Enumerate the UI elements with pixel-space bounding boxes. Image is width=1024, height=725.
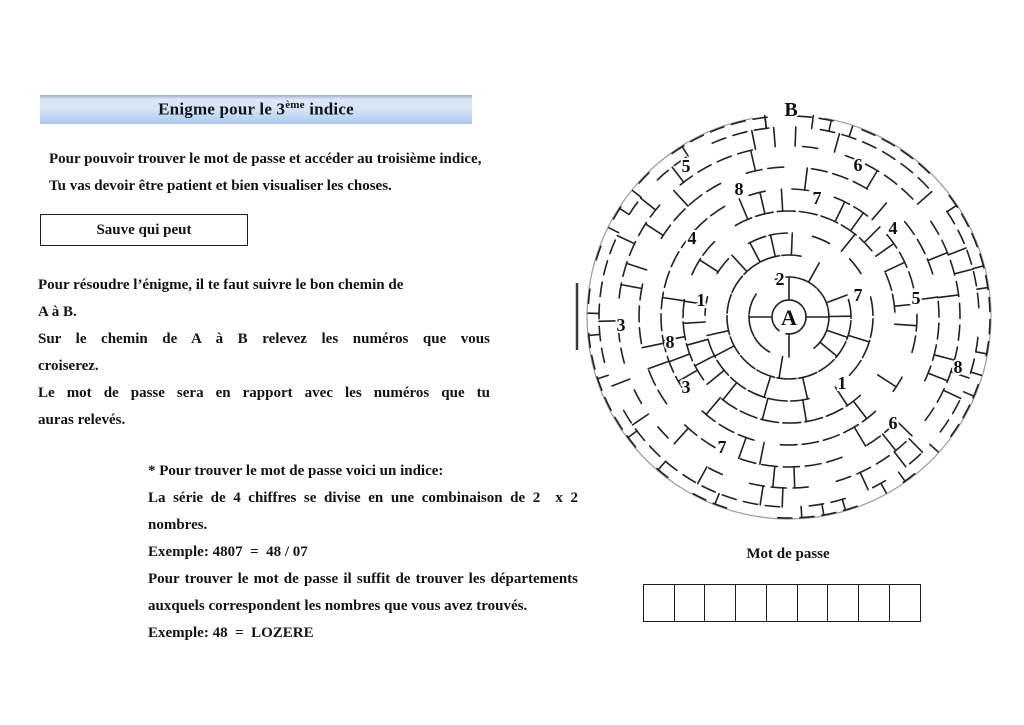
maze-number: 7 [853, 285, 863, 305]
clue-paragraph [148, 458, 578, 647]
clue-line: auxquels correspondent les nombres que vous avez trouvés. [148, 598, 528, 614]
maze-number: 5 [681, 156, 691, 176]
maze-number: 7 [812, 188, 822, 208]
password-letter-cell [735, 584, 768, 622]
maze-number: 8 [665, 332, 675, 352]
maze-number: 3 [681, 377, 691, 397]
instruction-line: Le mot de passe sera en rapport avec les numéros que tu [38, 385, 490, 401]
password-letter-cell [858, 584, 891, 622]
maze-number: 8 [734, 179, 744, 199]
maze-number: 3 [616, 315, 626, 335]
intro-line: Tu vas devoir être patient et bien visualiser les choses. [49, 178, 392, 194]
clue-line: Exemple: 4807 = 48 / 07 [148, 544, 308, 560]
password-boxes [643, 584, 921, 622]
intro-paragraph [49, 146, 519, 200]
intro-line: Pour pouvoir trouver le mot de passe et accéder au troisième indice, [49, 151, 482, 167]
password-letter-cell [643, 584, 676, 622]
clue-line: * Pour trouver le mot de passe voici un indice: [148, 463, 444, 479]
instructions-paragraph [38, 272, 490, 434]
circular-maze-image [574, 96, 1004, 528]
maze-number: 7 [717, 437, 727, 457]
password-letter-cell [889, 584, 922, 622]
page-title-suffix: indice [304, 99, 354, 119]
clue-line: nombres. [148, 517, 208, 533]
instruction-line: Sur le chemin de A à B relevez les numéros que vous [38, 331, 490, 347]
callout-box [40, 214, 248, 246]
page-title-prefix: Enigme pour le 3 [158, 99, 286, 119]
maze-number: 4 [687, 228, 697, 248]
password-letter-cell [797, 584, 830, 622]
password-label: Mot de passe [746, 546, 830, 562]
instruction-line: auras relevés. [38, 412, 126, 428]
instruction-line: A à B. [38, 304, 77, 320]
title-banner [40, 95, 472, 124]
maze-number: 8 [953, 357, 963, 377]
password-letter-cell [766, 584, 799, 622]
maze-number: 2 [775, 269, 785, 289]
page-title [158, 99, 354, 120]
callout-label: Sauve qui peut [96, 221, 192, 238]
maze-number: 1 [837, 373, 847, 393]
clue-line: La série de 4 chiffres se divise en une combinaison de 2 x 2 [148, 490, 578, 506]
maze-number: 6 [853, 155, 863, 175]
instruction-line: croiserez. [38, 358, 99, 374]
clue-line: Exemple: 48 = LOZERE [148, 625, 314, 641]
maze-number: 5 [911, 288, 921, 308]
maze-start-label: A [781, 305, 797, 330]
page-title-superscript: ème [285, 99, 305, 112]
maze-number: 6 [888, 413, 898, 433]
maze-end-label: B [784, 99, 798, 121]
password-letter-cell [704, 584, 737, 622]
password-letter-cell [827, 584, 860, 622]
maze-number: 4 [888, 218, 898, 238]
password-letter-cell [674, 584, 707, 622]
instruction-line: Pour résoudre l’énigme, il te faut suivre le bon chemin de [38, 277, 404, 293]
maze-number: 1 [696, 290, 706, 310]
clue-line: Pour trouver le mot de passe il suffit de trouver les départements [148, 571, 578, 587]
